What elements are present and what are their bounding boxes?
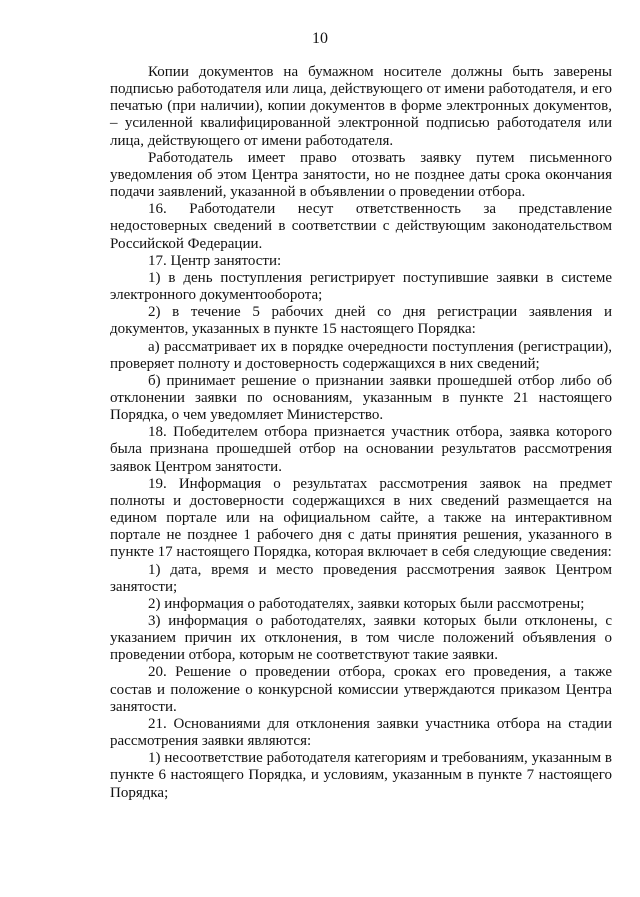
paragraph-item-19-1: 1) дата, время и место проведения рассмотрения заявок Центром занятости; xyxy=(110,561,612,595)
paragraph-item-18: 18. Победителем отбора признается участник отбора, заявка которого была признана прошедшей отбор на основании результатов рассмотрения заявок Центром занятости. xyxy=(110,424,612,475)
paragraph-item-19: 19. Информация о результатах рассмотрения заявок на предмет полноты и достоверности содержащихся в них сведений размещается на едином портале или на официальном сайте, а также на интерактивном портале не позднее 1 рабочего дня с даты принятия решения, указанного в пункте 17 настоящего Порядка, которая включает в себя следующие сведения: xyxy=(110,475,612,561)
paragraph-item-17-2-b: б) принимает решение о признании заявки прошедшей отбор либо об отклонении заявки по основаниям, указанным в пункте 21 настоящего Порядка, о чем уведомляет Министерство. xyxy=(110,372,612,424)
paragraph-copies-certification: Копии документов на бумажном носителе должны быть заверены подписью работодателя или лица, действующего от имени работодателя, и его печатью (при наличии), копии документов в форме электронных документов, – усиленной квалифицированной электронной подписью работодателя или лица, действующего от имени работодателя. xyxy=(110,64,612,149)
page-number: 10 xyxy=(312,30,328,47)
paragraph-item-21-1: 1) несоответствие работодателя категориям и требованиям, указанным в пункте 6 настоящего Порядка, и условиям, указанным в пункте 7 настоящего Порядка; xyxy=(110,750,612,801)
paragraph-item-17: 17. Центр занятости: xyxy=(148,252,282,269)
paragraph-item-19-3: 3) информация о работодателях, заявки которых были отклонены, с указанием причин их отклонения, в том числе положений объявления о проведении отбора, которым не соответствуют такие заявки. xyxy=(110,613,612,664)
paragraph-item-17-1: 1) в день поступления регистрирует поступившие заявки в системе электронного документооборота; xyxy=(110,269,612,304)
document-body xyxy=(110,64,612,802)
paragraph-item-20: 20. Решение о проведении отбора, сроках его проведения, а также состав и положение о конкурсной комиссии утверждаются приказом Центра занятости. xyxy=(110,664,612,715)
paragraph-withdraw-application: Работодатель имеет право отозвать заявку путем письменного уведомления об этом Центра занятости, но не позднее даты срока окончания подачи заявлений, указанной в объявлении о проведении отбора. xyxy=(110,149,612,201)
paragraph-item-19-2: 2) информация о работодателях, заявки которых были рассмотрены; xyxy=(148,595,585,612)
paragraph-item-21: 21. Основаниями для отклонения заявки участника отбора на стадии рассмотрения заявки являются: xyxy=(110,715,612,750)
paragraph-item-16: 16. Работодатели несут ответственность за представление недостоверных сведений в соответствии с действующим законодательством Российской Федерации. xyxy=(110,201,612,252)
paragraph-item-17-2-a: а) рассматривает их в порядке очередности поступления (регистрации), проверяет полноту и достоверность содержащихся в них сведений; xyxy=(110,338,612,372)
paragraph-item-17-2: 2) в течение 5 рабочих дней со дня регистрации заявления и документов, указанных в пункте 15 настоящего Порядка: xyxy=(110,304,612,338)
